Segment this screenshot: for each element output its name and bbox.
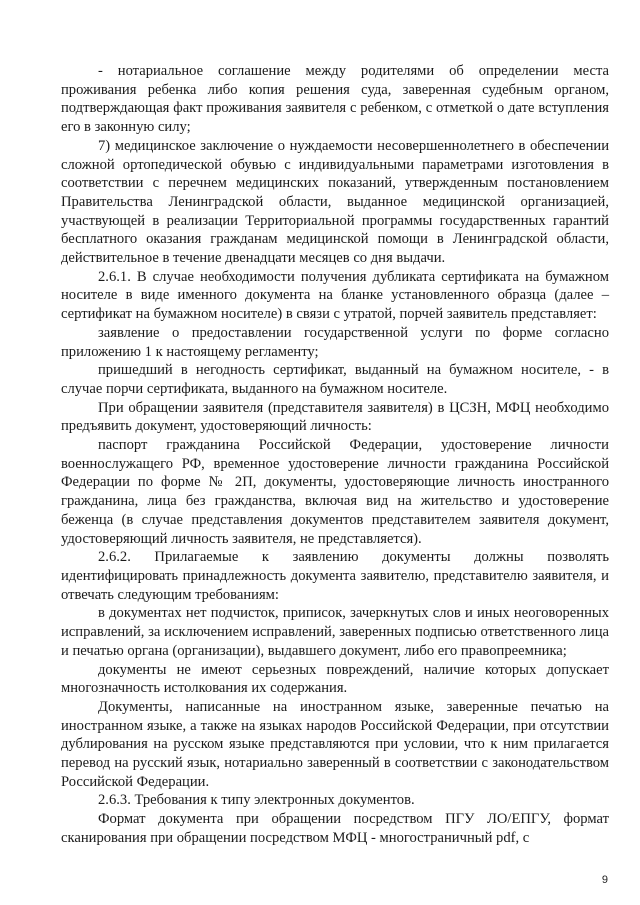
paragraph-application: заявление о предоставлении государственной услуги по форме согласно приложению 1 к настоящему регламенту; bbox=[61, 324, 609, 360]
paragraph-2-6-3: 2.6.3. Требования к типу электронных документов. bbox=[98, 792, 415, 809]
paragraph-identity-requirement: При обращении заявителя (представителя заявителя) в ЦСЗН, МФЦ необходимо предъявить документ, удостоверяющий личность: bbox=[61, 399, 609, 435]
page-number: 9 bbox=[601, 874, 608, 886]
paragraph-damaged-certificate: пришедший в негодность сертификат, выданный на бумажном носителе, - в случае порчи сертификата, выданного на бумажном носителе. bbox=[61, 362, 609, 397]
paragraph-no-damage: документы не имеют серьезных повреждений, наличие которых допускает многозначность истолкования их содержания. bbox=[61, 661, 609, 697]
paragraph-document-format: Формат документа при обращении посредством ПГУ ЛО/ЕПГУ, формат сканирования при обращении посредством МФЦ - многостраничный pdf, с bbox=[61, 811, 609, 846]
paragraph-identity-documents: паспорт гражданина Российской Федерации, удостоверение личности военнослужащего РФ, временное удостоверение личности гражданина Российской Федерации по форме № 2П, документы, удостоверяющие личность иностранного гражданина, лица без гражданства, включая вид на жительство и удостоверение беженца (в случае представления документов представителем заявителя документ, удостоверяющий личность заявителя, не представляется). bbox=[61, 437, 609, 547]
paragraph-2-6-2: 2.6.2. Прилагаемые к заявлению документы должны позволять идентифицировать принадлежность документа заявителю, представителю заявителя, и отвечать следующим требованиям: bbox=[61, 549, 609, 603]
document-body bbox=[61, 62, 609, 848]
paragraph-2-6-1: 2.6.1. В случае необходимости получения дубликата сертификата на бумажном носителе в виде именного документа на бланке установленного образца (далее – сертификат на бумажном носителе) в связи с утратой, порчей заявитель представляет: bbox=[61, 268, 609, 323]
paragraph-medical-conclusion: 7) медицинское заключение о нуждаемости несовершеннолетнего в обеспечении сложной ортопедической обувью с индивидуальными параметрами изготовления в соответствии с перечнем медицинских показаний, утвержденным постановлением Правительства Ленинградской области, выданное медицинской организацией, участвующей в реализации Территориальной программы государственных гарантий бесплатного оказания гражданам медицинской помощи в Ленинградской области, действительное в течение двенадцати месяцев со дня выдачи. bbox=[61, 137, 609, 267]
paragraph-notarial-agreement: - нотариальное соглашение между родителями об определении места проживания ребенка либо копия решения суда, заверенная судебным органом, подтверждающая факт проживания заявителя с ребенком, с отметкой о дате вступления его в законную силу; bbox=[61, 63, 609, 136]
paragraph-foreign-documents: Документы, написанные на иностранном языке, заверенные печатью на иностранном языке, а также на языках народов Российской Федерации, при отсутствии дублирования на русском языке представляются при условии, что к ним прилагается перевод на русский язык, нотариально заверенный в соответствии с законодательством Российской Федерации. bbox=[61, 698, 609, 790]
paragraph-no-corrections: в документах нет подчисток, приписок, зачеркнутых слов и иных неоговоренных исправлений, за исключением исправлений, заверенных подписью ответственного лица и печатью органа (организации), выдавшего документ, либо его правопреемника; bbox=[61, 605, 609, 659]
